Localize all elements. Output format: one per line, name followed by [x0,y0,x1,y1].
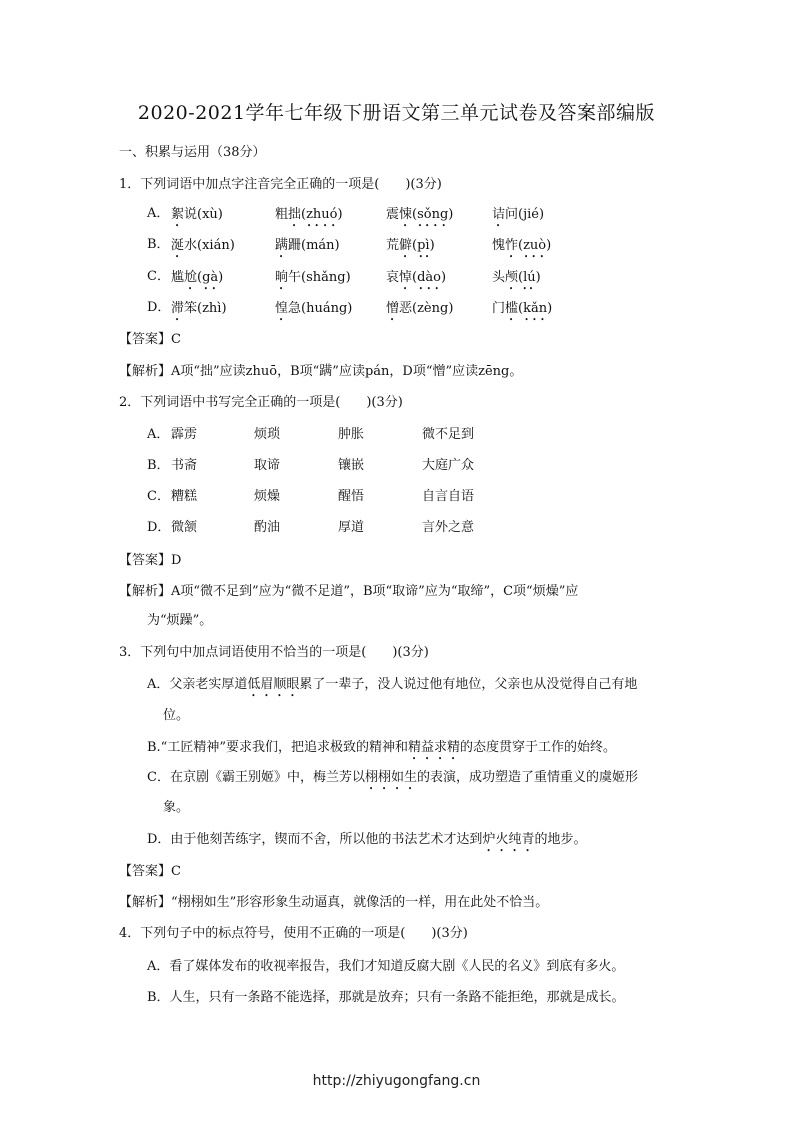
q2-option-a-item-2: 烦琐 [254,427,281,442]
q2-option-b-item-4: 大庭广众 [422,458,475,473]
q2-option-b-item-1: 书斋 [171,458,198,473]
q1-option-c-item-2: 晌午(shǎng) [275,270,351,285]
q1-option-d-item-4: 门槛(kǎn) [492,301,553,316]
q1-option-a-item-2: 粗拙(zhuó) [275,207,343,222]
q1-option-b-item-3: 荒僻(pì) [386,238,435,253]
footer-url[interactable]: http://zhiyugongfang.cn [312,1073,481,1089]
q2-option-a-item-4: 微不足到 [422,427,475,442]
q4-option-b: B．人生，只有一条路不能选择，那就是放弃；只有一条路不能拒绝，那就是成长。 [147,990,625,1005]
q2-option-c-letter: C． [147,489,170,504]
q2-analysis-line-2: 为“烦躁”。 [147,613,213,628]
q2-option-c-item-1: 糟糕 [171,489,198,504]
q1-option-d-item-2: 惶急(huáng) [275,301,353,316]
section-heading: 一、积累与运用（38分） [119,145,266,160]
q1-option-c-item-1: 尴尬(gà) [171,270,224,285]
q4-stem: 4．下列句子中的标点符号，使用不正确的一项是( )(3分) [119,926,468,941]
q2-option-d-item-1: 微颔 [171,520,198,535]
q1-option-a-item-3: 震悚(sǒng) [386,207,454,222]
q1-analysis: 【解析】A项“拙”应读zhuō，B项“蹒”应读pán，D项“憎”应读zēng。 [119,364,523,379]
q3-option-d: D．由于他刻苦练字，锲而不舍，所以他的书法艺术才达到炉火纯青的地步。 [147,832,587,847]
q1-option-c-item-3: 哀悼(dào) [386,270,447,285]
q2-option-d-item-2: 酌油 [254,520,281,535]
q2-option-d-item-4: 言外之意 [422,520,475,535]
q3-option-c: C．在京剧《霸王别姬》中，梅兰芳以栩栩如生的表演，成功塑造了重情重义的虞姬形 [147,770,638,785]
q1-stem: 1．下列词语中加点字注音完全正确的一项是( )(3分) [119,177,442,192]
q2-option-a-letter: A． [147,427,170,442]
q1-option-c-item-4: 头颅(lú) [492,270,541,285]
q3-option-a: A．父亲老实厚道低眉顺眼累了一辈子，没人说过他有地位，父亲也从没觉得自己有地 [147,677,638,692]
q1-option-a-item-4: 诘问(jié) [492,207,545,222]
q1-option-a-letter: A． [147,206,170,221]
q3-stem: 3．下列句中加点词语使用不恰当的一项是( )(3分) [119,645,429,660]
q2-option-d-letter: D． [147,520,171,535]
q2-option-a-item-1: 霹雳 [171,427,198,442]
q1-option-b-letter: B． [147,237,170,252]
q2-option-c-item-2: 烦燥 [254,489,281,504]
q1-option-d-item-3: 憎恶(zèng) [386,301,454,316]
q3-option-c-continued: 象。 [163,800,190,815]
q1-option-c-letter: C． [147,269,170,284]
q2-option-c-item-4: 自言自语 [422,489,475,504]
q3-answer: 【答案】C [119,864,181,879]
q2-option-b-letter: B． [147,458,170,473]
q2-option-c-item-3: 醒悟 [338,489,365,504]
q1-option-a-item-1: 絮说(xù) [171,207,223,222]
q2-option-b-item-3: 镶嵌 [338,458,365,473]
q4-option-a: A．看了媒体发布的收视率报告，我们才知道反腐大剧《人民的名义》到底有多火。 [147,959,625,974]
q1-option-b-item-1: 涎水(xián) [171,238,235,253]
q2-option-d-item-3: 厚道 [338,520,365,535]
q1-option-b-item-2: 蹒跚(mán) [275,238,340,253]
q1-option-d-letter: D． [147,300,171,315]
q3-analysis: 【解析】“栩栩如生”形容形象生动逼真，就像活的一样，用在此处不恰当。 [119,895,549,910]
q2-option-b-item-2: 取谛 [254,458,281,473]
q1-option-d-item-1: 滞笨(zhì) [171,301,227,316]
page-title: 2020-2021学年七年级下册语文第三单元试卷及答案部编版 [137,102,656,124]
q3-option-b: B.“工匠精神”要求我们，把追求极致的精神和精益求精的态度贯穿于工作的始终。 [147,740,617,755]
q3-option-a-continued: 位。 [163,708,190,723]
q2-stem: 2．下列词语中书写完全正确的一项是( )(3分) [119,395,403,410]
q1-answer: 【答案】C [119,332,181,347]
q2-answer: 【答案】D [119,553,182,568]
q2-analysis-line-1: 【解析】A项“微不足到”应为“微不足道”，B项“取谛”应为“取缔”，C项“烦燥”应 [119,584,579,599]
q2-option-a-item-3: 肿胀 [338,427,365,442]
q1-option-b-item-4: 愧怍(zuò) [492,238,552,253]
